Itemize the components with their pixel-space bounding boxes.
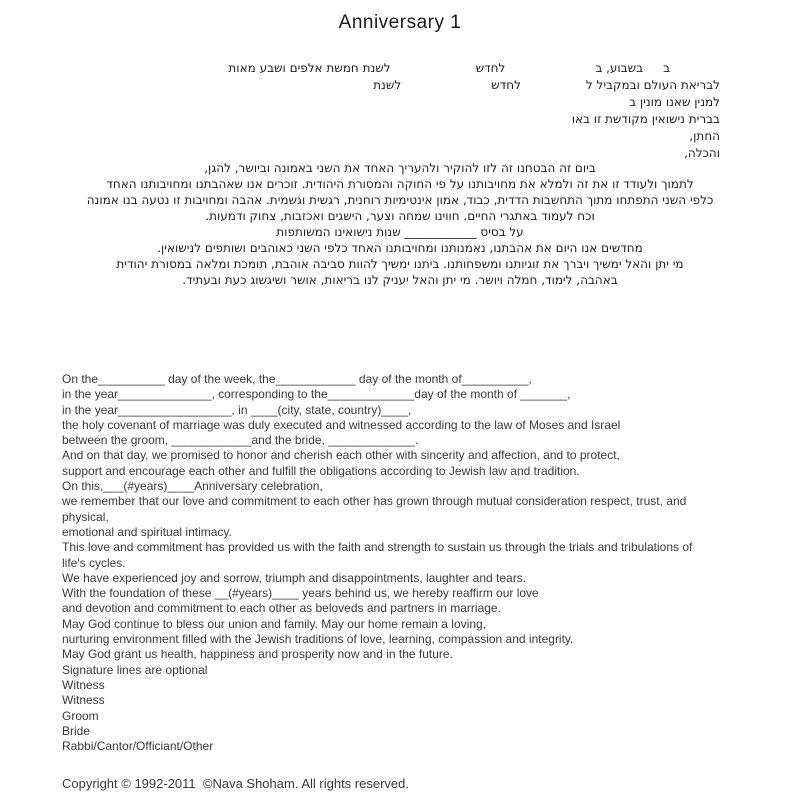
page-title: Anniversary 1 [338,12,462,33]
text-line: physical, [62,509,109,524]
text-line: May God grant us health, happiness and prosperity now and in the future. [62,647,453,662]
text-line: emotional and spiritual intimacy. [62,524,232,539]
hebrew-text-segment: לחדש [491,78,521,92]
text-line: support and encourage each other and fulfill the obligations according to Jewish law and tradition. [62,463,580,478]
hebrew-date-block [228,60,720,162]
text-line: On this,___(#years)____Anniversary celebration, [62,479,323,494]
text-line: With the foundation of these __(#years)____ years behind us, we hereby reaffirm our love [62,586,539,601]
english-text-block [62,372,772,754]
hebrew-line: למנין שאנו מונין ב [629,95,720,109]
text-line: This love and commitment has provided us with the faith and strength to sustain us through the trials and tribulations of [62,540,693,555]
text-line: and devotion and commitment to each other as beloveds and partners in marriage. [62,601,501,616]
hebrew-text-segment: בשבוע, ב [595,61,644,75]
hebrew-text-segment: לבריאת העולם ובמקביל ל [585,78,720,92]
text-line: And on that day, we promised to honor and cherish each other with sincerity and affection, and to protect, [62,448,620,463]
hebrew-text-segment: ב [663,61,670,75]
hebrew-line: על בסיס ____________ שנות נישואינו המשותפות [276,225,524,239]
text-line: On the__________ day of the week, the____________ day of the month of__________, [62,372,532,386]
hebrew-text-segment: לשנת [373,78,402,92]
text-line: We have experienced joy and sorrow, triumph and disappointments, laughter and tears. [62,570,527,585]
hebrew-text-segment: לחדש [475,61,506,75]
hebrew-line: וכח לעמוד באתגרי החיים. חווינו שמחה וצער, הישגים ואכזבות, צחוק ודמעות. [205,209,595,223]
text-line: May God continue to bless our union and family. May our home remain a loving, [62,616,486,631]
text-line: nurturing environment filled with the Jewish traditions of love, learning, compassion and integrity. [62,632,574,647]
hebrew-bride-label: והכלה, [684,146,720,160]
hebrew-paragraph [30,160,770,288]
text-line: we remember that our love and commitment to each other has grown through mutual consideration respect, trust, and [62,494,687,509]
signature-label-witness: Witness [62,677,105,692]
hebrew-line: באהבה, לימוד, חמלה ויושר. מי יתן והאל יעניק לנו בריאות, אושר ושיגשוג כעת ובעתיד. [182,273,618,287]
hebrew-line: מי יתן והאל ימשיך ויברך את זוגיותנו ומשפחותנו. ביתנו ימשיך להוות סביבה אוהבת, תומכת ומלאה במסורת יהודית [116,257,684,271]
hebrew-line [228,77,720,94]
signature-label-witness: Witness [62,693,105,708]
text-line: Signature lines are optional [62,662,208,677]
hebrew-line: בברית נישואין מקודשת זו באו [571,112,720,126]
signature-label-bride: Bride [62,723,91,738]
hebrew-line [228,60,670,77]
copyright-line: Copyright © 1992-2011 ©Nava Shoham. All rights reserved. [62,776,409,791]
hebrew-text-segment: לשנת חמשת אלפים ושבע מאות [228,61,391,75]
hebrew-groom-label: החתן, [689,129,720,143]
signature-label-groom: Groom [62,708,99,723]
text-line: the holy covenant of marriage was duly executed and witnessed according to the law of Moses and Israel [62,417,621,432]
hebrew-line: כלפי השני התפתחו מתוך התחשבות הדדית, כבוד, אמון אינטימיות רוחנית, רגשית וגשמית. אהבה ומחויבות זו נטעה בנו אמונה [86,193,714,207]
text-line: between the groom, ____________and the bride, _____________. [62,433,419,448]
hebrew-line: לתמוך ולעודד זו את זה ולמלא את מחויבותנו על פי החוקה והמסורת היהודית. זוכרים אנו שאהבתנו ומחויבותנו האחד [106,177,694,191]
signature-label-officiant: Rabbi/Cantor/Officiant/Other [62,739,214,754]
text-line: in the year______________, corresponding to the_____________day of the month of _______, [62,387,571,402]
text-line: life's cycles. [62,555,126,570]
hebrew-line: מחדשים אנו היום את אהבתנו, נאמנותנו ומחויבותנו האחד כלפי השני כאוהבים ושותפים לנישואין. [157,241,643,255]
text-line: in the year_________________, in ____(city, state, country)____, [62,402,412,417]
hebrew-line: ביום זה הבטחנו זה לזו להוקיר ולהעריך האחד את השני באמונה וביושר, להגן, [204,161,596,175]
